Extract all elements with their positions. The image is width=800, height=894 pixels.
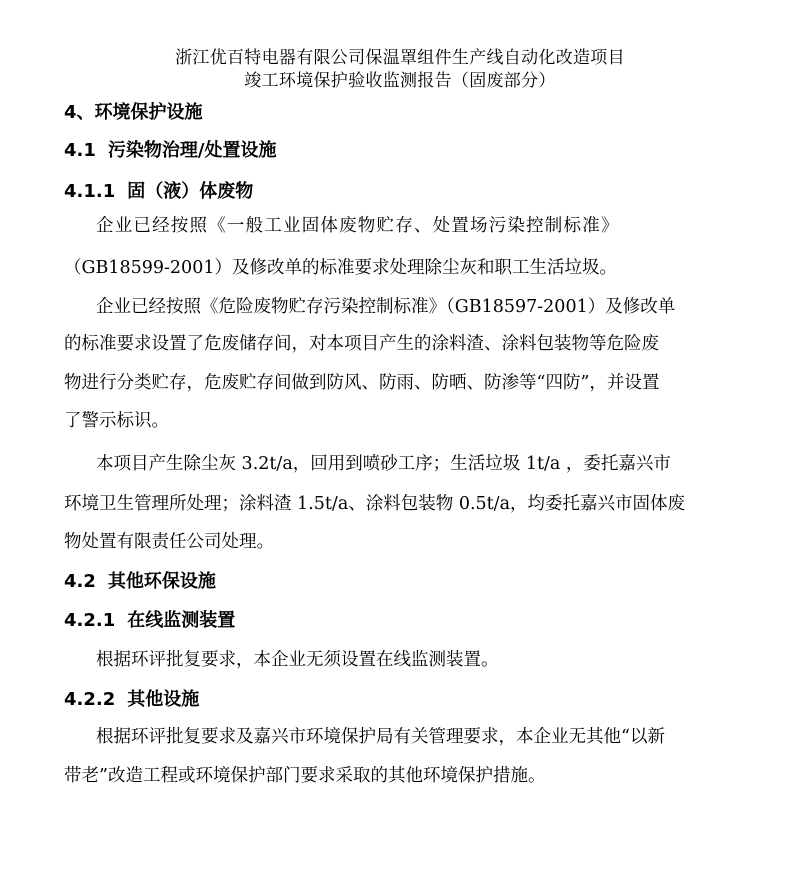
report-header-line-1: 浙江优百特电器有限公司保温罩组件生产线自动化改造项目 — [175, 48, 625, 68]
paragraph-line: 的标准要求设置了危废储存间，对本项目产生的涂料渣、涂料包装物等危险废 — [64, 334, 659, 354]
section-number: 4.2.1 — [64, 610, 116, 631]
paragraph-line: 物处置有限责任公司处理。 — [64, 532, 274, 552]
section-4-2-1-heading — [64, 606, 235, 632]
paragraph-line: 环境卫生管理所处理；涂料渣 1.5t/a、涂料包装物 0.5t/a，均委托嘉兴市固体废 — [64, 494, 686, 514]
section-number: 4.1.1 — [64, 181, 116, 202]
paragraph-line: 了警示标识。 — [64, 411, 169, 431]
section-title: 在线监测装置 — [127, 610, 236, 631]
section-title: 其他环保设施 — [107, 571, 216, 592]
paragraph-line: 物进行分类贮存，危废贮存间做到防风、防雨、防晒、防渗等“四防”，并设置 — [64, 373, 660, 393]
section-4-1-heading — [64, 136, 276, 162]
paragraph-line: 根据环评批复要求，本企业无须设置在线监测装置。 — [96, 650, 499, 670]
section-4-2-2-heading — [64, 685, 199, 711]
report-header-line-2: 竣工环境保护验收监测报告（固废部分） — [244, 71, 556, 91]
section-number: 4.2 — [64, 571, 96, 592]
section-title: 固（液）体废物 — [127, 181, 254, 202]
section-title: 其他设施 — [127, 689, 200, 710]
section-4-2-heading — [64, 567, 216, 593]
paragraph-line: 本项目产生除尘灰 3.2t/a，回用到喷砂工序；生活垃圾 1t/a ，委托嘉兴市 — [96, 454, 671, 474]
paragraph-line: 企业已经按照《危险废物贮存污染控制标准》（GB18597-2001）及修改单 — [96, 297, 676, 317]
paragraph-line: 企业已经按照《一般工业固体废物贮存、处置场污染控制标准》 — [96, 216, 620, 236]
section-number: 4.1 — [64, 140, 96, 161]
section-4-1-1-heading — [64, 177, 253, 203]
section-4-heading: 4、环境保护设施 — [64, 102, 203, 123]
paragraph-line: （GB18599-2001）及修改单的标准要求处理除尘灰和职工生活垃圾。 — [64, 258, 617, 278]
paragraph-line: 根据环评批复要求及嘉兴市环境保护局有关管理要求，本企业无其他“以新 — [96, 727, 665, 747]
paragraph-line: 带老”改造工程或环境保护部门要求采取的其他环境保护措施。 — [64, 766, 546, 786]
section-number: 4.2.2 — [64, 689, 116, 710]
section-title: 污染物治理/处置设施 — [107, 140, 277, 161]
